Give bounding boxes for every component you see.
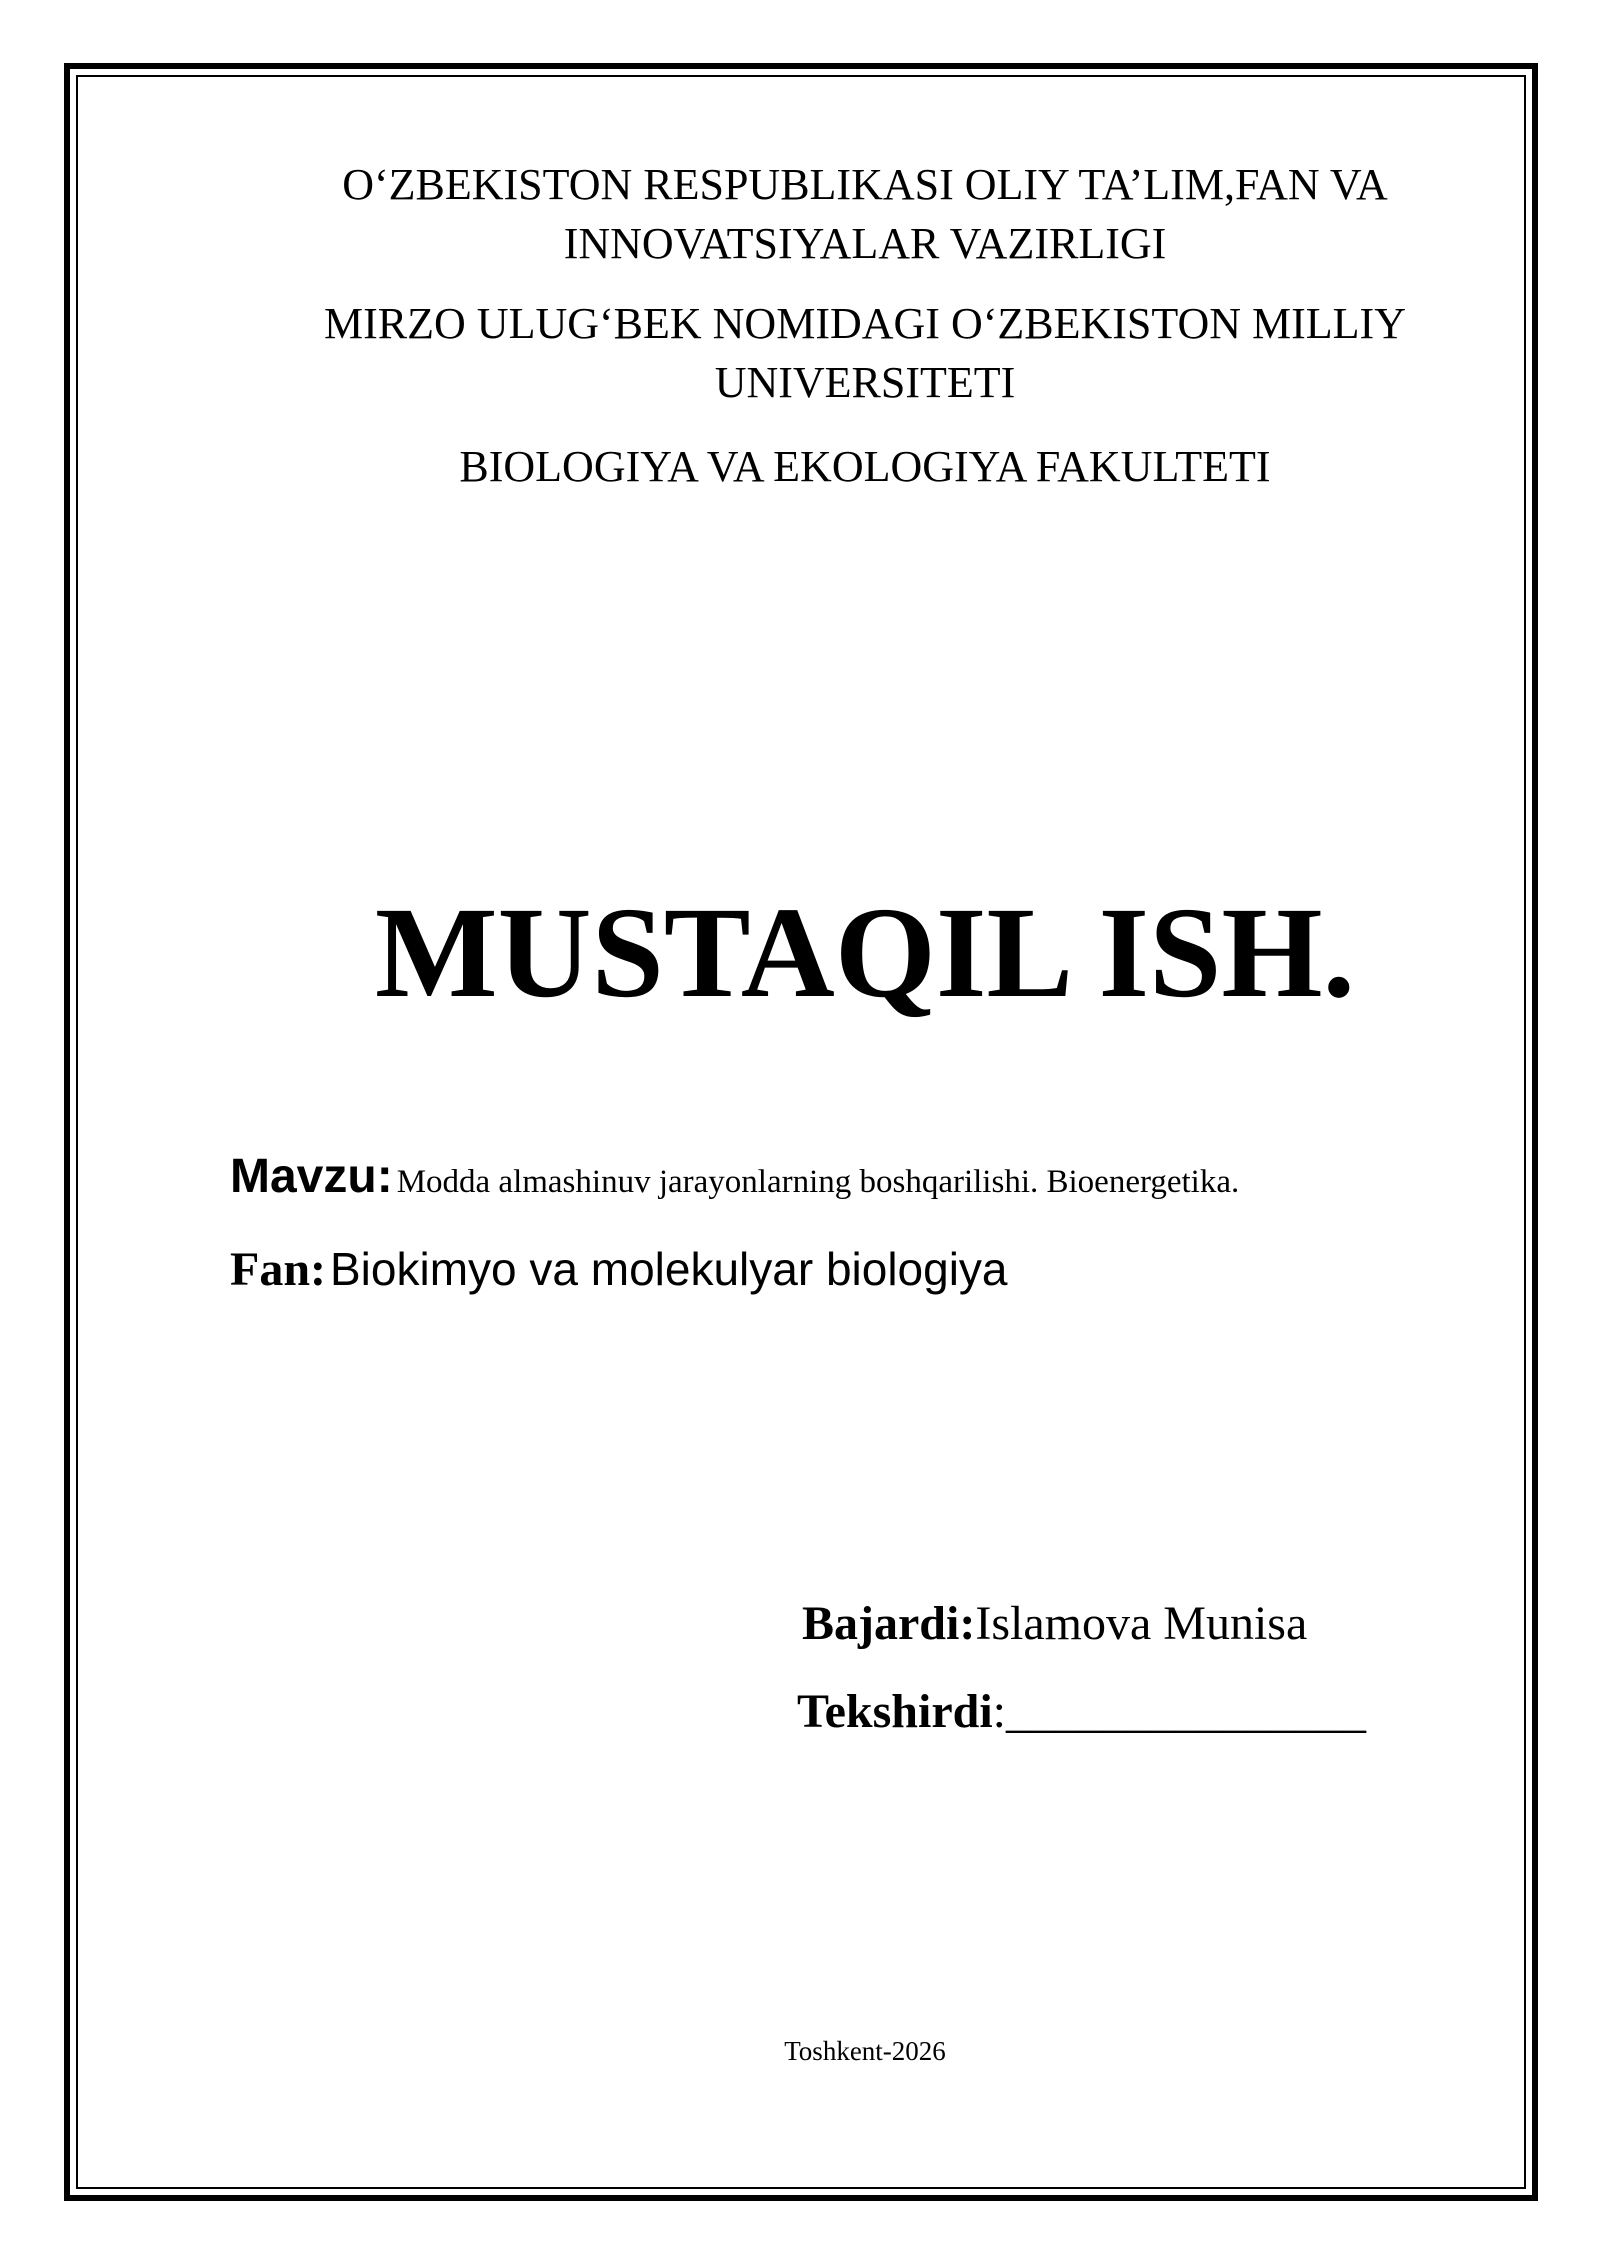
university-line-1: MIRZO ULUG‘BEK NOMIDAGI O‘ZBEKISTON MILLIY — [324, 299, 1406, 348]
subject-row — [230, 1243, 1008, 1296]
reviewer-label: Tekshirdi — [797, 1685, 993, 1738]
university-line-2: UNIVERSITETI — [714, 358, 1016, 407]
topic-label: Mavzu: — [230, 1150, 393, 1203]
reviewer-row — [797, 1685, 1366, 1738]
subject-value: Biokimyo va molekulyar biologiya — [330, 1243, 1008, 1295]
city-year-footer: Toshkent-2026 — [784, 2036, 946, 2066]
faculty-name: BIOLOGIYA VA EKOLOGIYA FAKULTETI — [459, 442, 1271, 491]
ministry-line-1: O‘ZBEKISTON RESPUBLIKASI OLIY TA’LIM,FAN VA — [342, 160, 1388, 209]
author-row — [802, 1597, 1308, 1650]
author-label: Bajardi: — [802, 1597, 976, 1650]
reviewer-value: :_______________ — [992, 1685, 1366, 1738]
author-name: Islamova Munisa — [975, 1597, 1308, 1650]
topic-value: Modda almashinuv jarayonlarning boshqarilishi. Bioenergetika. — [396, 1164, 1240, 1200]
document-title: MUSTAQIL ISH. — [374, 881, 1356, 1025]
subject-label: Fan: — [230, 1243, 326, 1296]
topic-row — [230, 1150, 1240, 1203]
ministry-line-2: INNOVATSIYALAR VAZIRLIGI — [563, 219, 1167, 268]
